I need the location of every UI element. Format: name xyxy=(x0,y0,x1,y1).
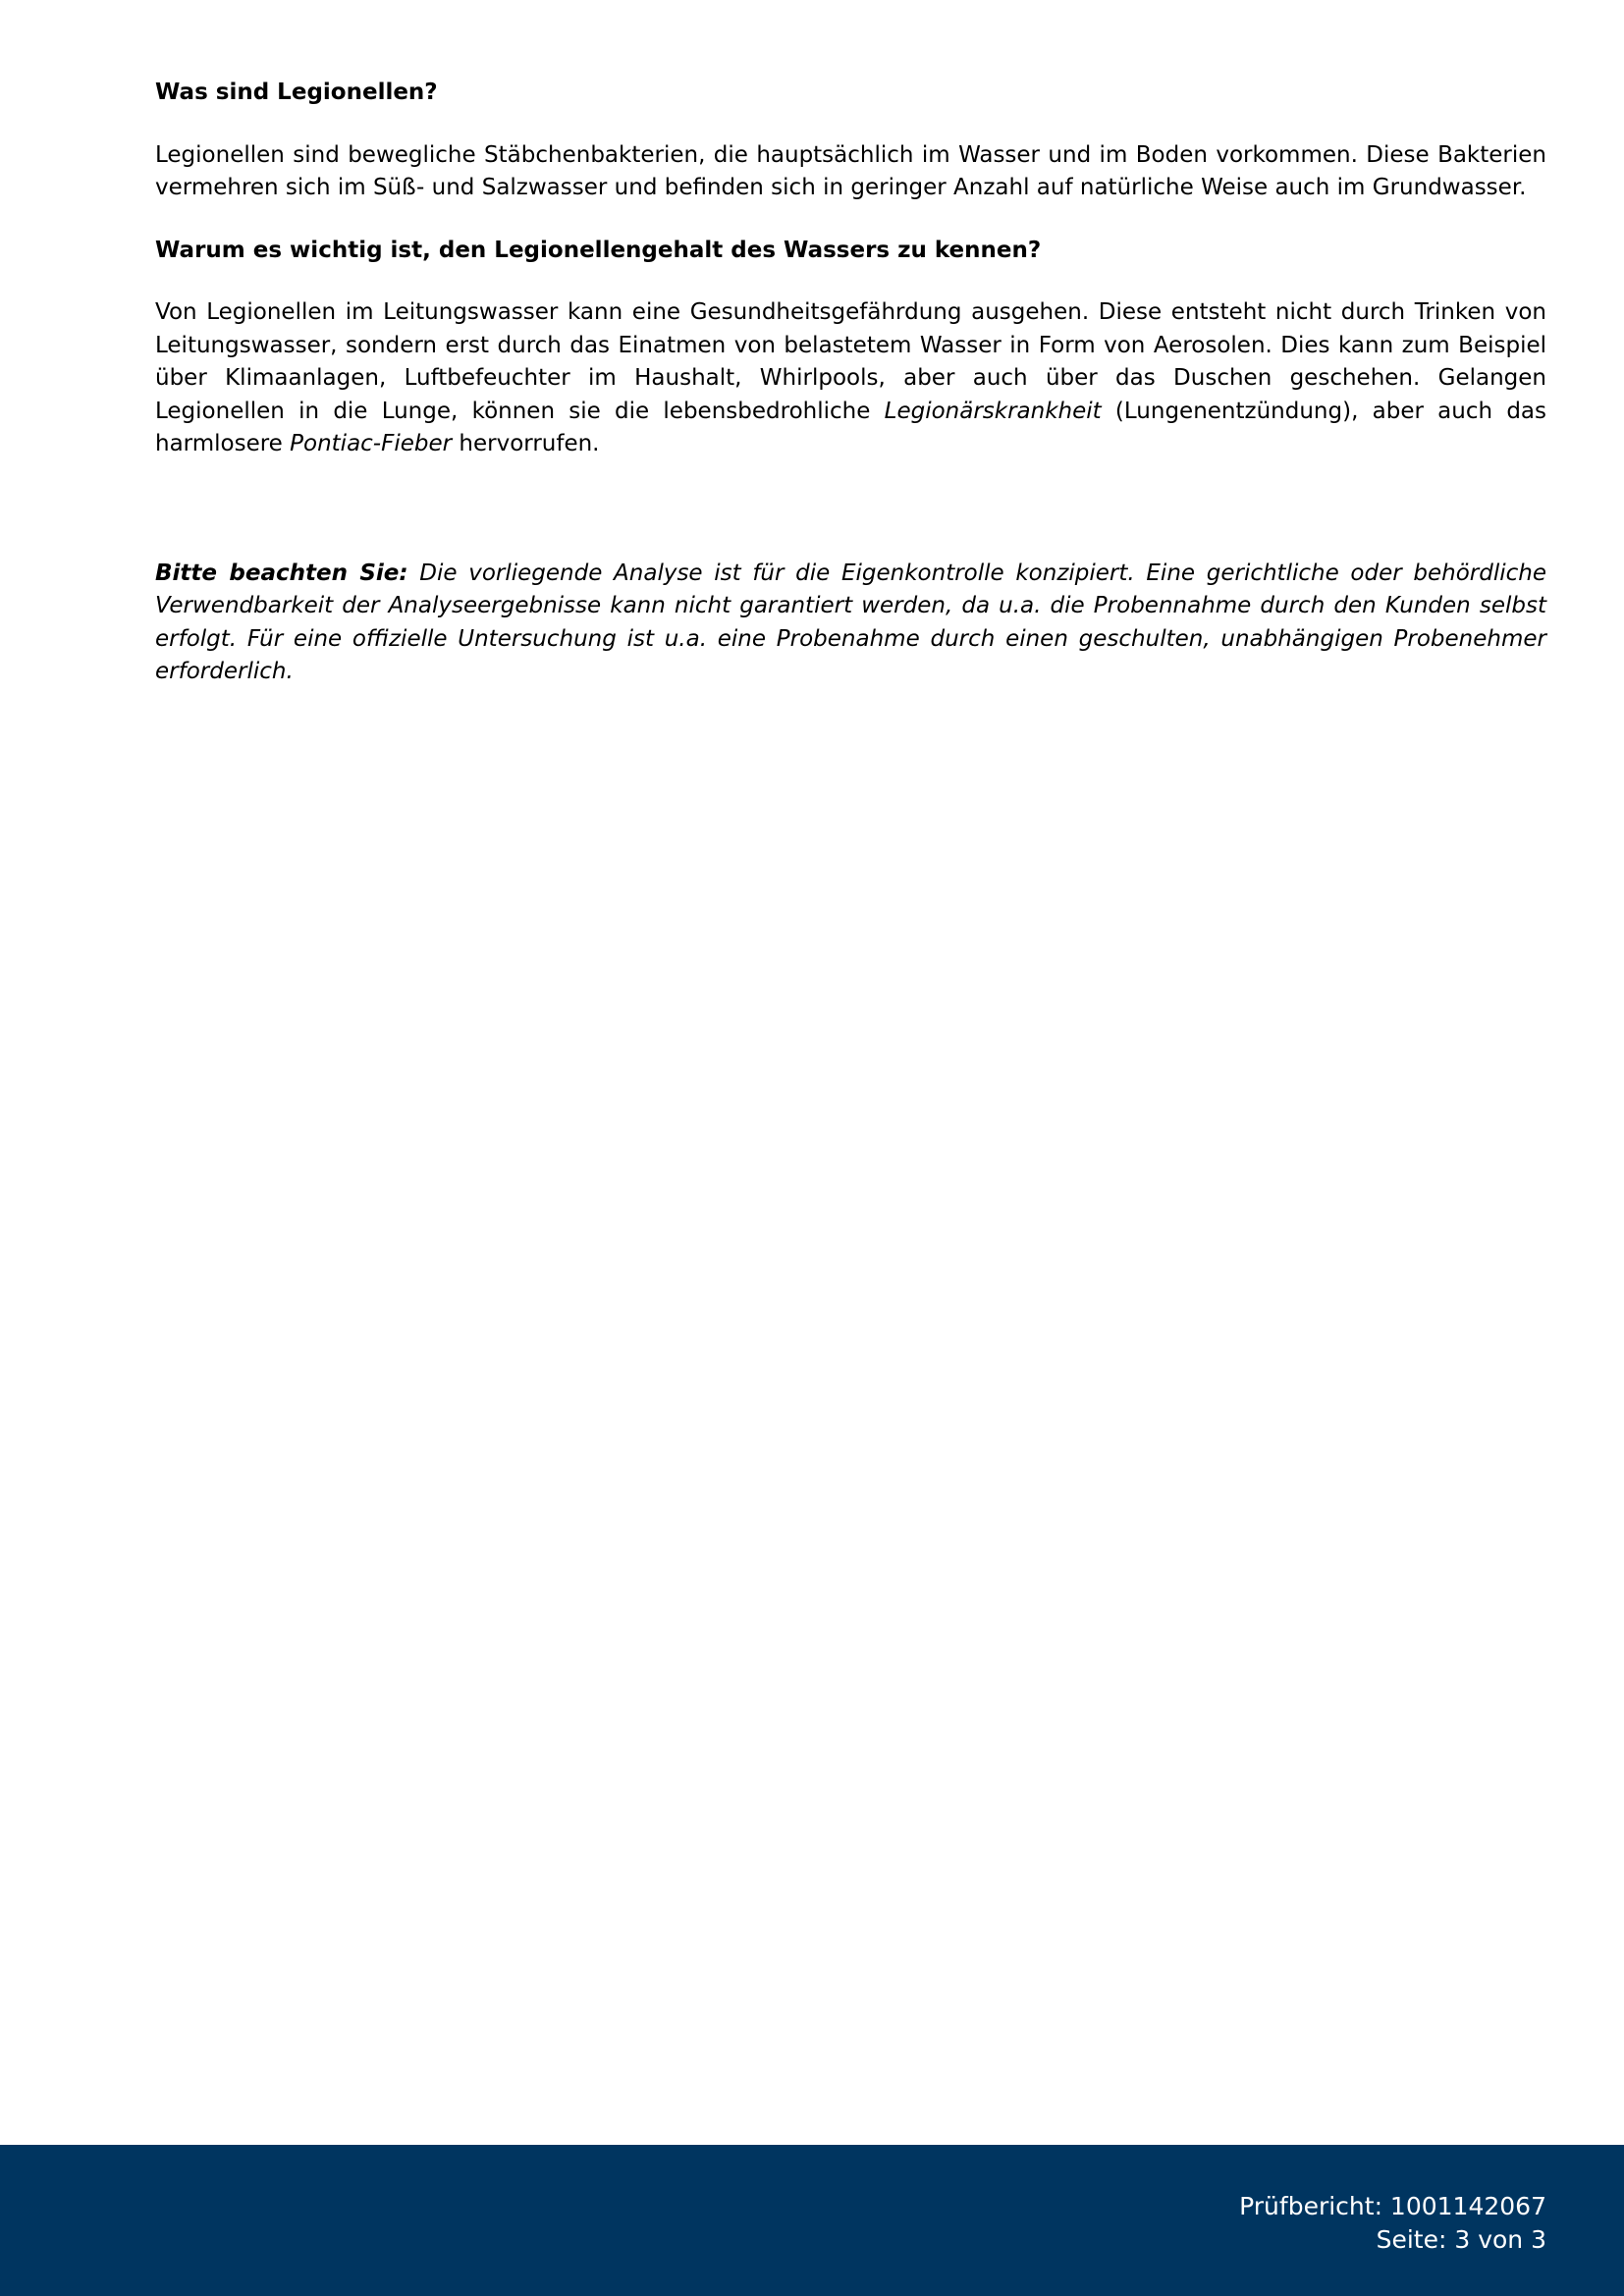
body-text-part2: (Lungenentzündung), aber auch das harmlosere xyxy=(155,398,1546,456)
notice-paragraph xyxy=(155,558,1546,689)
section-heading-importance: Warum es wichtig ist, den Legionellengehalt des Wassers zu kennen? xyxy=(155,237,1042,263)
section-body-legionellen: Legionellen sind bewegliche Stäbchenbakterien, die hauptsächlich im Wasser und im Boden vorkommen. Diese Bakterien vermehren sich im Süß- und Salzwasser und befinden sich in geringer Anzahl auf natürliche Weise auch im Grundwasser. xyxy=(155,141,1546,200)
term-legionaerskrankheit: Legionärskrankheit xyxy=(884,398,1102,424)
footer-info xyxy=(1239,2190,1546,2257)
body-text-part1: Von Legionellen im Leitungswasser kann eine Gesundheitsgefährdung ausgehen. Diese entsteht nicht durch Trinken von Leitungswasser, sondern erst durch das Einatmen von belastetem Wasser in Form von Aerosolen. Dies kann zum Beispiel über Klimaanlagen, Luftbefeuchter im Haushalt, Whirlpools, aber auch über das Duschen geschehen. Gelangen Legionellen in die Lunge, können sie die lebensbedrohliche xyxy=(155,299,1546,424)
page-content xyxy=(155,77,1546,712)
page-number: Seite: 3 von 3 xyxy=(1376,2225,1546,2254)
body-text-part3: hervorrufen. xyxy=(452,431,600,456)
section-heading-legionellen: Was sind Legionellen? xyxy=(155,80,438,105)
term-pontiac-fieber: Pontiac-Fieber xyxy=(290,431,453,456)
notice-text: Die vorliegende Analyse ist für die Eigenkontrolle konzipiert. Eine gerichtliche oder behördliche Verwendbarkeit der Analyseergebnisse kann nicht garantiert werden, da u.a. die Probennahme durch den Kunden selbst erfolgt. Für eine offizielle Untersuchung ist u.a. eine Probenahme durch einen geschulten, unabhängigen Probenehmer erforderlich. xyxy=(155,560,1546,684)
report-number: Prüfbericht: 1001142067 xyxy=(1239,2192,1546,2220)
notice-label: Bitte beachten Sie: xyxy=(155,560,408,586)
section-body-importance xyxy=(155,296,1546,461)
footer-bar xyxy=(0,2145,1624,2296)
